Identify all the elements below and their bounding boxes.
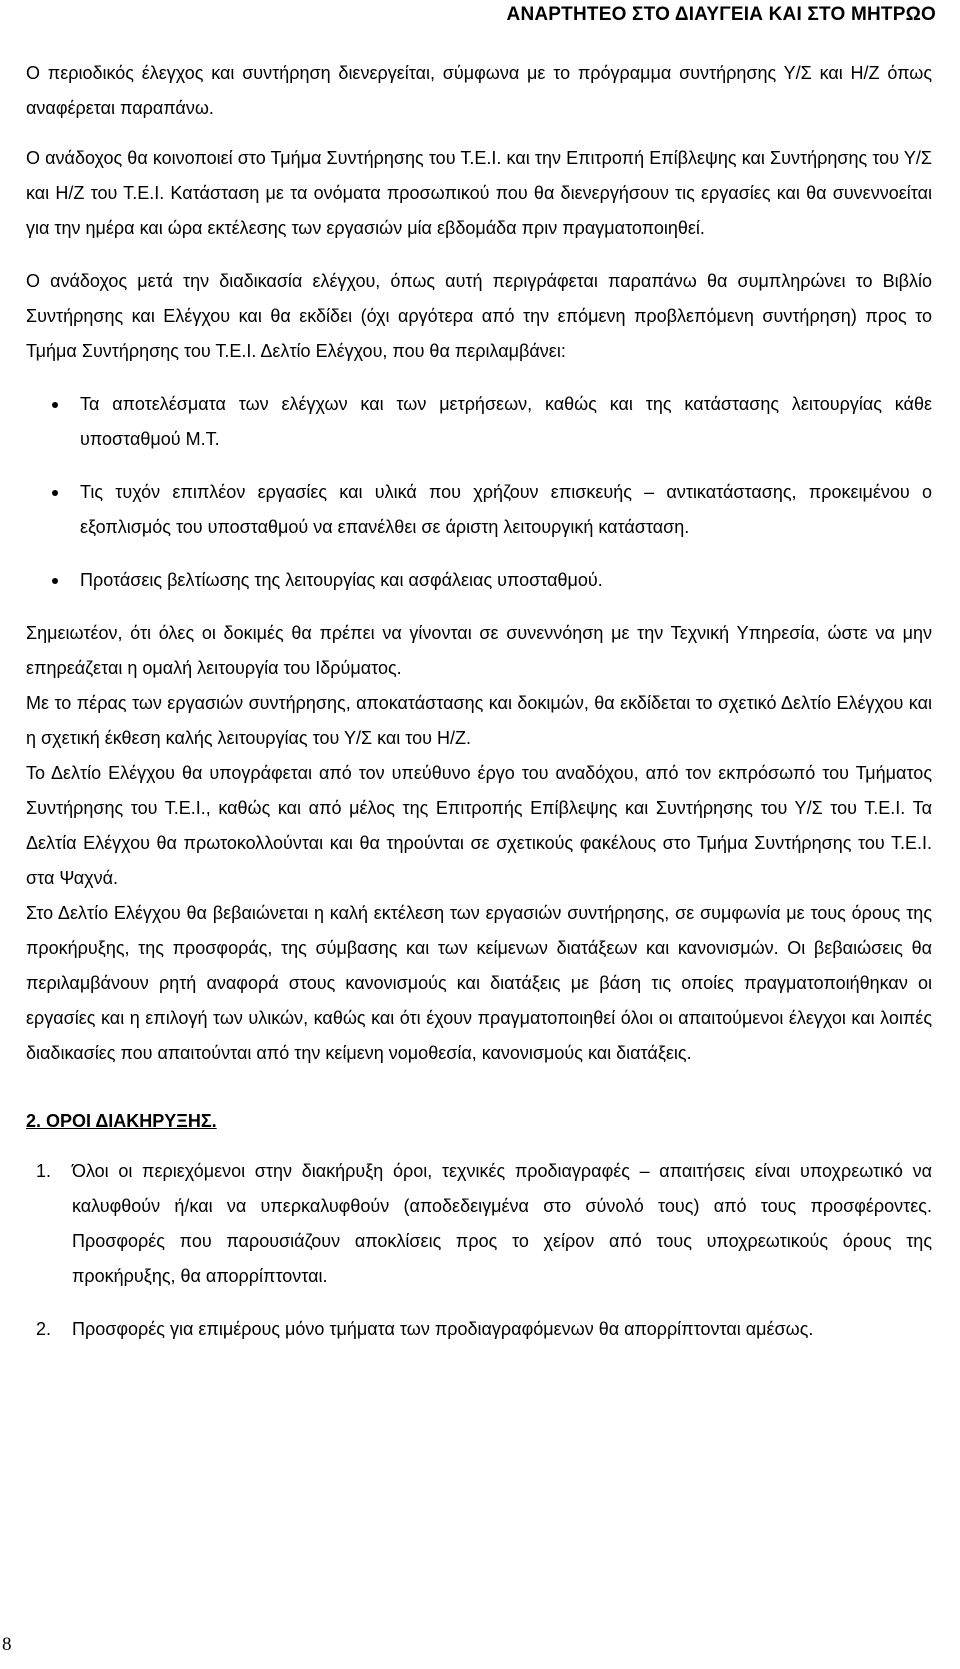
paragraph-periodic-inspection: Ο περιοδικός έλεγχος και συντήρηση διενεργείται, σύμφωνα με το πρόγραμμα συντήρησης Υ/Σ και Η/Ζ όπως αναφέρεται παραπάνω.: [26, 63, 932, 118]
paragraph-testing-note: Σημειωτέον, ότι όλες οι δοκιμές θα πρέπει να γίνονται σε συνεννόηση με την Τεχνική Υπηρεσία, ώστε να μην επηρεάζεται η ομαλή λειτουργία του Ιδρύματος.: [26, 623, 932, 678]
section-title: 2. ΟΡΟΙ ΔΙΑΚΗΡΥΞΗΣ.: [26, 1111, 217, 1131]
item-text: Προσφορές για επιμέρους μόνο τμήματα των προδιαγραφόμενων θα απορρίπτονται αμέσως.: [72, 1319, 814, 1339]
item-number: 2.: [36, 1319, 52, 1339]
page-number: 8: [2, 1634, 12, 1655]
terms-list: [26, 1154, 932, 1347]
list-item: Τις τυχόν επιπλέον εργασίες και υλικά που χρήζουν επισκευής – αντικατάστασης, προκειμένου ο εξοπλισμός του υποσταθμού να επανέλθει σε άριστη λειτουργική κατάσταση.: [26, 475, 932, 545]
list-item: Προτάσεις βελτίωσης της λειτουργίας και ασφάλειας υποσταθμού.: [26, 563, 932, 598]
paragraph-contractor-notification: Ο ανάδοχος θα κοινοποιεί στο Τμήμα Συντήρησης του Τ.Ε.Ι. και την Επιτροπή Επίβλεψης και Συντήρησης του Υ/Σ και Η/Ζ του Τ.Ε.Ι. Κατάσταση με τα ονόματα προσωπικού που θα διενεργήσουν τις εργασίες και θα συνεννοείται για την ημέρα και ώρα εκτέλεσης των εργασιών μία εβδομάδα πριν πραγματοποιηθεί.: [26, 148, 932, 238]
paragraph-completion: Με το πέρας των εργασιών συντήρησης, αποκατάστασης και δοκιμών, θα εκδίδεται το σχετικό Δελτίο Ελέγχου και η σχετική έκθεση καλής λειτουργίας του Υ/Σ και του Η/Ζ.: [26, 693, 932, 748]
bullet-icon: [52, 402, 58, 408]
paragraph-signature: Το Δελτίο Ελέγχου θα υπογράφεται από τον υπεύθυνο έργο του αναδόχου, από τον εκπρόσωπό του Τμήματος Συντήρησης του Τ.Ε.Ι., καθώς και από μέλος της Επιτροπής Επίβλεψης και Συντήρησης του Υ/Σ του Τ.Ε.Ι. Τα Δελτία Ελέγχου θα πρωτοκολλούνται και θα τηρούνται σε σχετικούς φακέλους στο Τμήμα Συντήρησης του Τ.Ε.Ι. στα Ψαχνά.: [26, 763, 932, 888]
paragraph-inspection-report: Ο ανάδοχος μετά την διαδικασία ελέγχου, όπως αυτή περιγράφεται παραπάνω θα συμπληρώνει το Βιβλίο Συντήρησης και Ελέγχου και θα εκδίδει (όχι αργότερα από την επόμενη προβλεπόμενη συντήρηση) προς το Τμήμα Συντήρησης του Τ.Ε.Ι. Δελτίο Ελέγχου, που θα περιλαμβάνει:: [26, 271, 932, 361]
document-header: ΑΝΑΡΤΗΤΕΟ ΣΤΟ ΔΙΑΥΓΕΙΑ ΚΑΙ ΣΤΟ ΜΗΤΡΩΟ: [506, 4, 936, 25]
document-body: [26, 56, 932, 1347]
list-item: [26, 1154, 932, 1294]
item-number: 1.: [36, 1161, 52, 1181]
bullet-icon: [52, 578, 58, 584]
list-item: [26, 1312, 932, 1347]
list-item: Τα αποτελέσματα των ελέγχων και των μετρήσεων, καθώς και της κατάστασης λειτουργίας κάθε υποσταθμού Μ.Τ.: [26, 387, 932, 457]
bullet-icon: [52, 490, 58, 496]
item-text: Όλοι οι περιεχόμενοι στην διακήρυξη όροι, τεχνικές προδιαγραφές – απαιτήσεις είναι υποχρεωτικό να καλυφθούν ή/και να υπερκαλυφθούν (αποδεδειγμένα στο σύνολό τους) από τους προσφέροντες. Προσφορές που παρουσιάζουν αποκλίσεις προς το χείρον από τους υποχρεωτικούς όρους της προκήρυξης, θα απορρίπτονται.: [72, 1161, 932, 1286]
report-contents-list: [26, 387, 932, 598]
paragraph-certification: Στο Δελτίο Ελέγχου θα βεβαιώνεται η καλή εκτέλεση των εργασιών συντήρησης, σε συμφωνία με τους όρους της προκήρυξης, της προσφοράς, της σύμβασης και των κείμενων διατάξεων και κανονισμών. Οι βεβαιώσεις θα περιλαμβάνουν ρητή αναφορά στους κανονισμούς και διατάξεις με βάση τις οποίες πραγματοποιήθηκαν οι εργασίες και η επιλογή των υλικών, καθώς και ότι έχουν πραγματοποιηθεί όλοι οι απαιτούμενοι έλεγχοι και λοιπές διαδικασίες που απαιτούνται από την κείμενη νομοθεσία, κανονισμούς και διατάξεις.: [26, 903, 932, 1063]
